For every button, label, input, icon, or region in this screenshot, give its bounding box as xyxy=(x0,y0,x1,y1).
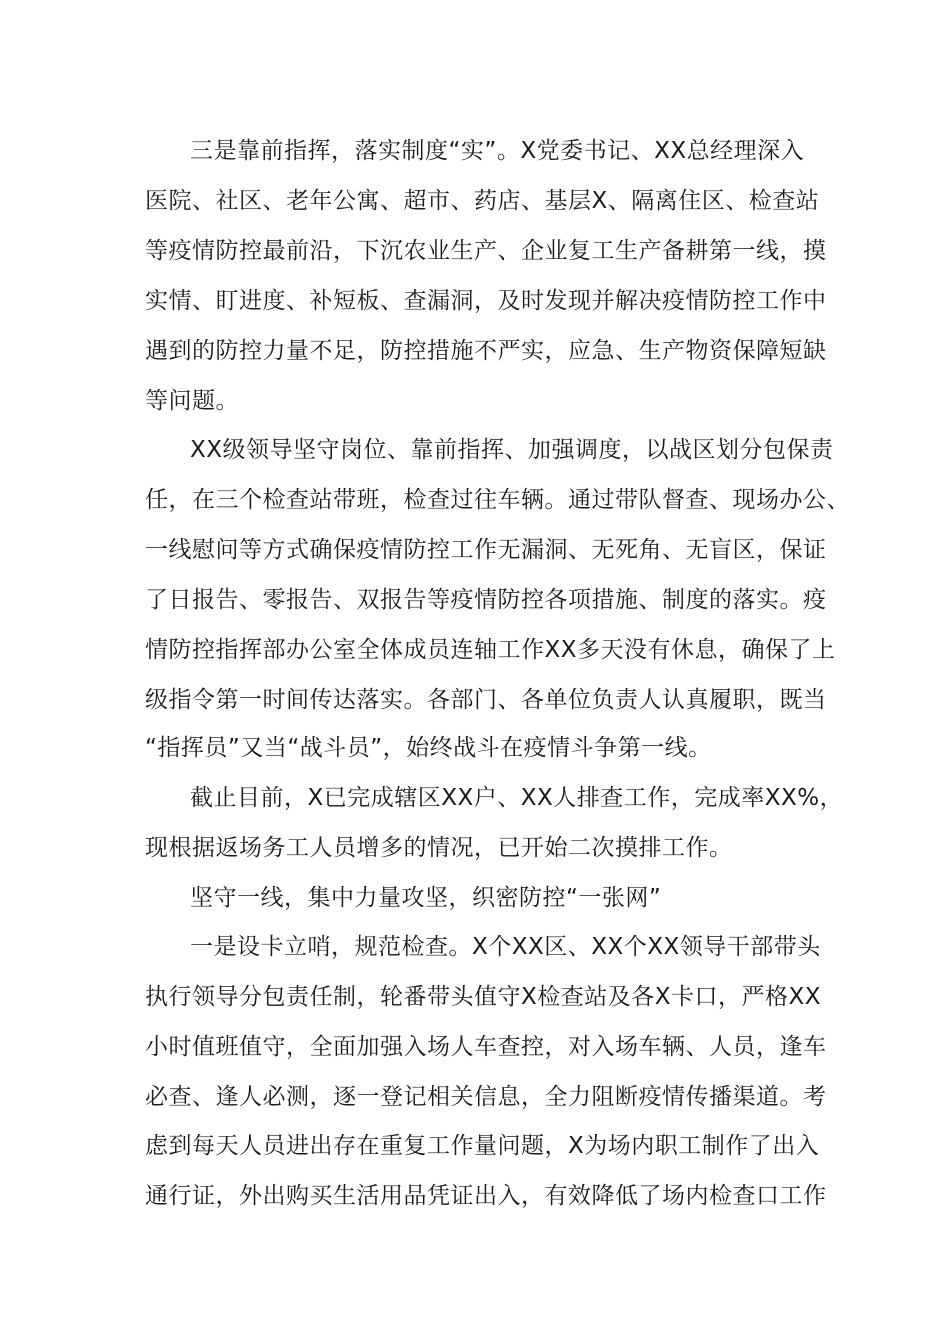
text-line: 一是设卡立哨，规范检查。X个XX区、XX个XX领导干部带头 xyxy=(190,934,821,960)
text-line: 三是靠前指挥，落实制度“实”。X党委书记、XX总经理深入 xyxy=(190,138,805,164)
text-line: 遇到的防控力量不足，防控措施不严实，应急、生产物资保障短缺 xyxy=(145,338,827,364)
text-line: 情防控指挥部办公室全体成员连轴工作XX多天没有休息，确保了上 xyxy=(145,637,836,663)
text-line: 医院、社区、老年公寓、超市、药店、基层X、隔离住区、检查站 xyxy=(145,188,820,214)
text-line: 现根据返场务工人员增多的情况，已开始二次摸排工作。 xyxy=(145,835,733,861)
text-line: 虑到每天人员进出存在重复工作量问题，X为场内职工制作了出入 xyxy=(145,1133,820,1159)
text-line: 级指令第一时间传达落实。各部门、各单位负责人认真履职，既当 xyxy=(145,687,827,713)
text-line: 截止目前，X已完成辖区XX户、XX人排查工作，完成率XX%， xyxy=(190,785,844,811)
text-line: 等疫情防控最前沿，下沉农业生产、企业复工生产备耕第一线，摸 xyxy=(145,238,827,264)
text-line: 小时值班值守，全面加强入场人车查控，对入场车辆、人员，逢车 xyxy=(145,1034,827,1060)
text-line: 执行领导分包责任制，轮番带头值守X检查站及各X卡口，严格XX xyxy=(145,984,822,1010)
text-line: 了日报告、零报告、双报告等疫情防控各项措施、制度的落实。疫 xyxy=(145,587,827,613)
text-line: 等问题。 xyxy=(145,388,239,414)
text-line: 一线慰问等方式确保疫情防控工作无漏洞、无死角、无盲区，保证 xyxy=(145,537,827,563)
text-line: “指挥员”又当“战斗员”，始终战斗在疫情斗争第一线。 xyxy=(145,735,712,761)
section-heading: 坚守一线，集中力量攻坚，织密防控“一张网” xyxy=(190,885,662,911)
text-line: 实情、盯进度、补短板、查漏洞，及时发现并解决疫情防控工作中 xyxy=(145,288,827,314)
text-line: 任，在三个检查站带班，检查过往车辆。通过带队督查、现场办公、 xyxy=(145,487,850,513)
text-line: 必查、逢人必测，逐一登记相关信息，全力阻断疫情传播渠道。考 xyxy=(145,1084,827,1110)
text-line: XX级领导坚守岗位、靠前指挥、加强调度，以战区划分包保责 xyxy=(190,437,834,463)
text-line: 通行证，外出购买生活用品凭证出入，有效降低了场内检查口工作 xyxy=(145,1183,827,1209)
